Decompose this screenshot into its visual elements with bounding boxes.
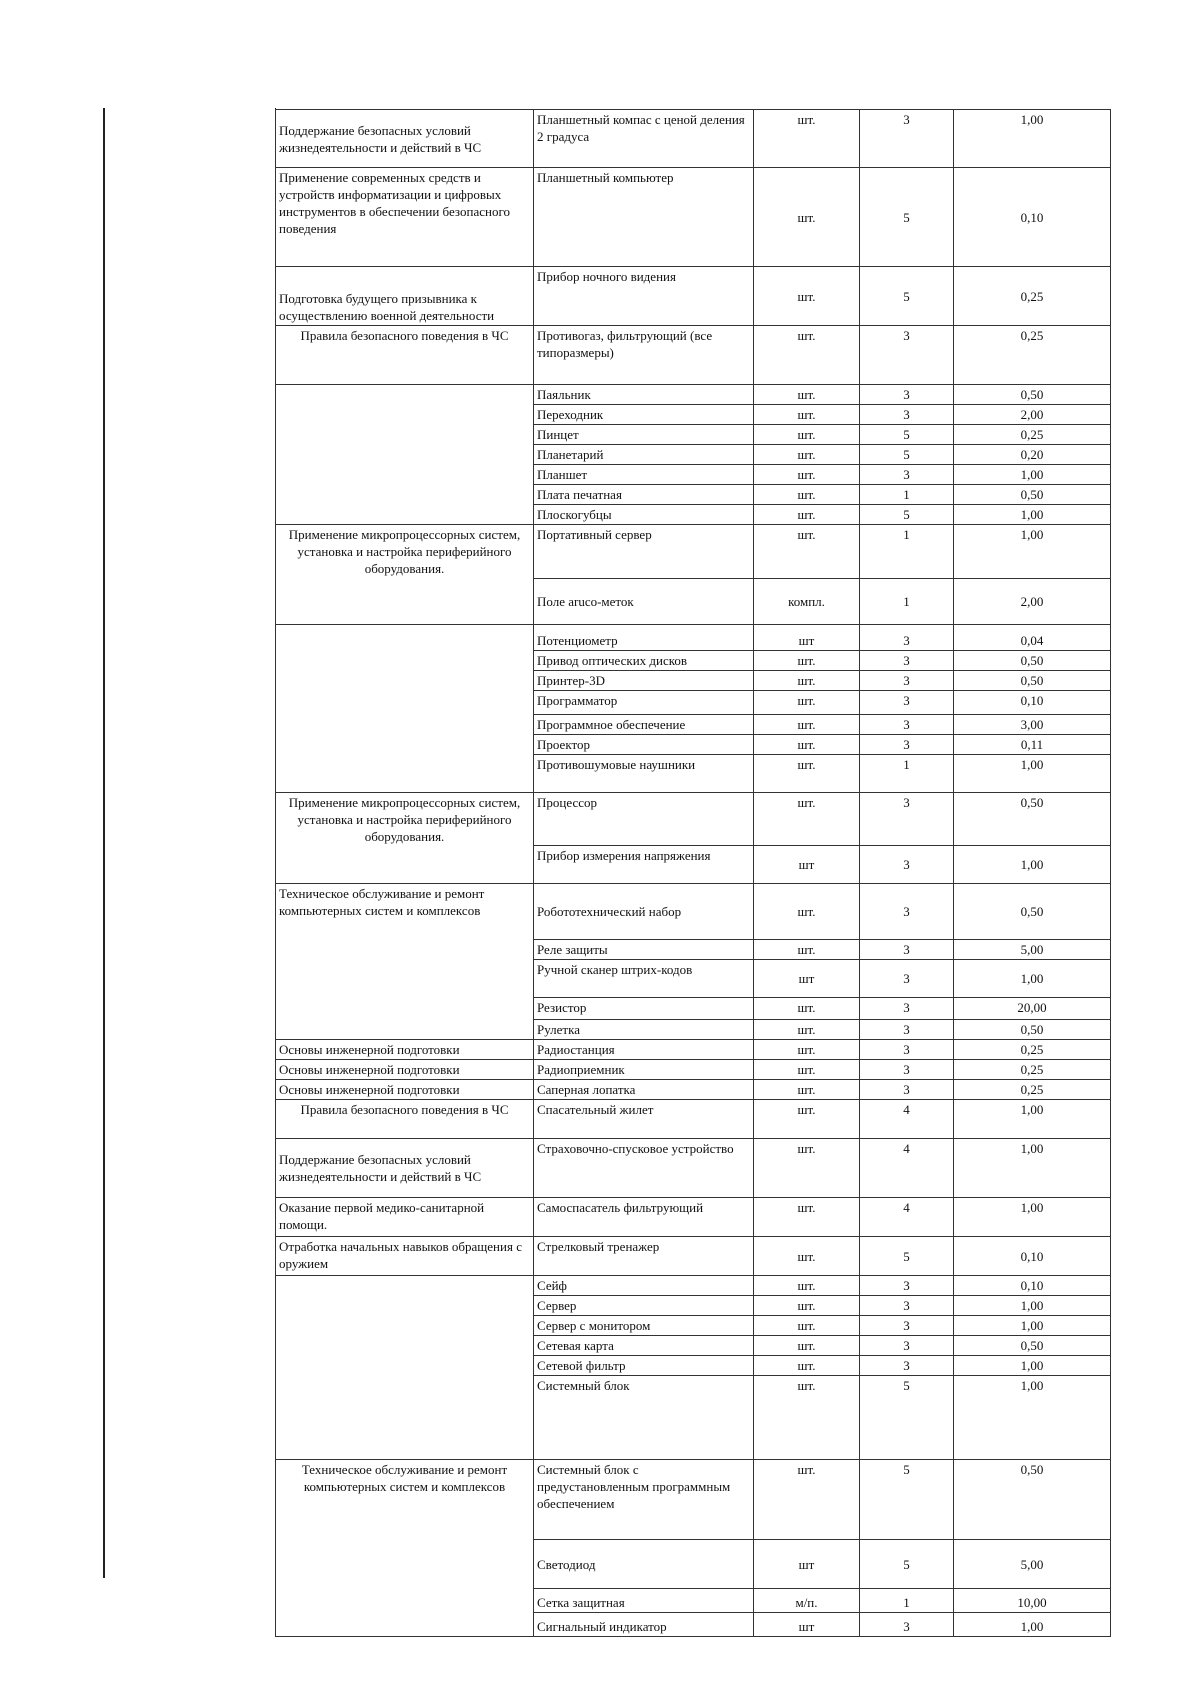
quantity-cell: 3: [860, 385, 954, 405]
table-row: [276, 525, 1111, 579]
topic-cell: [276, 465, 534, 485]
item-name-cell: Привод оптических дисков: [534, 650, 754, 670]
coefficient-cell: 0,25: [954, 1060, 1111, 1080]
coefficient-cell: 0,50: [954, 884, 1111, 940]
item-name-cell: Пинцет: [534, 425, 754, 445]
table-row: [276, 1100, 1111, 1139]
unit-cell: шт.: [754, 445, 860, 465]
topic-cell: [276, 734, 534, 754]
unit-cell: шт: [754, 1540, 860, 1589]
table-row: [276, 168, 1111, 267]
quantity-cell: 5: [860, 1376, 954, 1460]
unit-cell: шт.: [754, 267, 860, 326]
unit-cell: шт.: [754, 690, 860, 714]
unit-cell: шт.: [754, 385, 860, 405]
unit-cell: м/п.: [754, 1589, 860, 1613]
unit-cell: шт.: [754, 1139, 860, 1198]
quantity-cell: 3: [860, 1080, 954, 1100]
table-row: [276, 1080, 1111, 1100]
coefficient-cell: 0,10: [954, 1276, 1111, 1296]
topic-cell: Поддержание безопасных условий жизнедеятельности и действий в ЧС: [276, 1139, 534, 1198]
item-name-cell: Робототехнический набор: [534, 884, 754, 940]
topic-cell: [276, 690, 534, 714]
table-row: [276, 1276, 1111, 1296]
unit-cell: шт: [754, 846, 860, 884]
item-name-cell: Программатор: [534, 690, 754, 714]
coefficient-cell: 1,00: [954, 1316, 1111, 1336]
left-margin-rule: [103, 108, 105, 1578]
item-name-cell: Сигнальный индикатор: [534, 1613, 754, 1637]
topic-cell: [276, 714, 534, 734]
table-row: [276, 1460, 1111, 1540]
item-name-cell: Сетка защитная: [534, 1589, 754, 1613]
topic-cell: Применение микропроцессорных систем, установка и настройка периферийного оборудования.: [276, 792, 534, 846]
unit-cell: шт.: [754, 792, 860, 846]
table-row: [276, 1296, 1111, 1316]
topic-cell: [276, 1613, 534, 1637]
item-name-cell: Портативный сервер: [534, 525, 754, 579]
table-row: [276, 1336, 1111, 1356]
quantity-cell: 3: [860, 1356, 954, 1376]
table-row: [276, 405, 1111, 425]
topic-cell: Техническое обслуживание и ремонт компьютерных систем и комплексов: [276, 884, 534, 940]
topic-cell: [276, 1356, 534, 1376]
topic-cell: Основы инженерной подготовки: [276, 1040, 534, 1060]
item-name-cell: Проектор: [534, 734, 754, 754]
coefficient-cell: 0,50: [954, 485, 1111, 505]
table-row: [276, 505, 1111, 525]
quantity-cell: 3: [860, 884, 954, 940]
topic-cell: [276, 1376, 534, 1460]
topic-cell: Основы инженерной подготовки: [276, 1080, 534, 1100]
coefficient-cell: 1,00: [954, 1100, 1111, 1139]
unit-cell: шт.: [754, 1336, 860, 1356]
quantity-cell: 3: [860, 1020, 954, 1040]
quantity-cell: 3: [860, 1060, 954, 1080]
topic-cell: [276, 670, 534, 690]
unit-cell: шт.: [754, 650, 860, 670]
quantity-cell: 3: [860, 1296, 954, 1316]
coefficient-cell: 0,50: [954, 1336, 1111, 1356]
quantity-cell: 3: [860, 690, 954, 714]
table-row: [276, 998, 1111, 1020]
item-name-cell: Резистор: [534, 998, 754, 1020]
coefficient-cell: 0,10: [954, 1237, 1111, 1276]
coefficient-cell: 1,00: [954, 1356, 1111, 1376]
topic-cell: [276, 1589, 534, 1613]
quantity-cell: 1: [860, 754, 954, 792]
topic-cell: [276, 405, 534, 425]
topic-cell: [276, 754, 534, 792]
topic-cell: [276, 485, 534, 505]
topic-cell: [276, 940, 534, 960]
quantity-cell: 5: [860, 445, 954, 465]
unit-cell: шт.: [754, 734, 860, 754]
topic-cell: [276, 960, 534, 998]
table-row: [276, 425, 1111, 445]
unit-cell: шт.: [754, 1460, 860, 1540]
item-name-cell: Страховочно-спусковое устройство: [534, 1139, 754, 1198]
table-row: [276, 690, 1111, 714]
item-name-cell: Сетевой фильтр: [534, 1356, 754, 1376]
coefficient-cell: 0,50: [954, 670, 1111, 690]
quantity-cell: 3: [860, 714, 954, 734]
quantity-cell: 3: [860, 110, 954, 168]
unit-cell: шт.: [754, 425, 860, 445]
unit-cell: шт.: [754, 1316, 860, 1336]
coefficient-cell: 0,50: [954, 1020, 1111, 1040]
table-row: [276, 110, 1111, 168]
table-row: [276, 940, 1111, 960]
topic-cell: [276, 1316, 534, 1336]
quantity-cell: 3: [860, 792, 954, 846]
item-name-cell: Сервер: [534, 1296, 754, 1316]
coefficient-cell: 5,00: [954, 940, 1111, 960]
table-row: [276, 1198, 1111, 1237]
topic-cell: Применение современных средств и устройств информатизации и цифровых инструментов в обеспечении безопасного поведения: [276, 168, 534, 267]
coefficient-cell: 2,00: [954, 405, 1111, 425]
topic-cell: Поддержание безопасных условий жизнедеятельности и действий в ЧС: [276, 110, 534, 168]
coefficient-cell: 1,00: [954, 465, 1111, 485]
quantity-cell: 5: [860, 505, 954, 525]
topic-cell: [276, 998, 534, 1020]
unit-cell: шт.: [754, 405, 860, 425]
table-row: [276, 714, 1111, 734]
unit-cell: шт.: [754, 326, 860, 385]
table-row: [276, 754, 1111, 792]
item-name-cell: Потенциометр: [534, 624, 754, 650]
topic-cell: [276, 624, 534, 650]
coefficient-cell: 10,00: [954, 1589, 1111, 1613]
item-name-cell: Рулетка: [534, 1020, 754, 1040]
item-name-cell: Переходник: [534, 405, 754, 425]
quantity-cell: 3: [860, 1040, 954, 1060]
coefficient-cell: 1,00: [954, 110, 1111, 168]
quantity-cell: 4: [860, 1139, 954, 1198]
unit-cell: шт.: [754, 1296, 860, 1316]
table-row: [276, 1040, 1111, 1060]
item-name-cell: Ручной сканер штрих-кодов: [534, 960, 754, 998]
coefficient-cell: 1,00: [954, 1376, 1111, 1460]
item-name-cell: Планшет: [534, 465, 754, 485]
item-name-cell: Саперная лопатка: [534, 1080, 754, 1100]
item-name-cell: Планшетный компас с ценой деления 2 градуса: [534, 110, 754, 168]
unit-cell: шт.: [754, 1100, 860, 1139]
unit-cell: шт.: [754, 1060, 860, 1080]
coefficient-cell: 2,00: [954, 578, 1111, 624]
item-name-cell: Самоспасатель фильтрующий: [534, 1198, 754, 1237]
coefficient-cell: 0,10: [954, 690, 1111, 714]
coefficient-cell: 20,00: [954, 998, 1111, 1020]
quantity-cell: 4: [860, 1100, 954, 1139]
coefficient-cell: 1,00: [954, 1613, 1111, 1637]
coefficient-cell: 0,25: [954, 425, 1111, 445]
unit-cell: шт.: [754, 1356, 860, 1376]
quantity-cell: 3: [860, 465, 954, 485]
coefficient-cell: 0,20: [954, 445, 1111, 465]
coefficient-cell: 1,00: [954, 960, 1111, 998]
quantity-cell: 4: [860, 1198, 954, 1237]
equipment-table: [275, 109, 1111, 1637]
topic-cell: Правила безопасного поведения в ЧС: [276, 326, 534, 385]
coefficient-cell: 0,10: [954, 168, 1111, 267]
unit-cell: шт.: [754, 1020, 860, 1040]
unit-cell: шт.: [754, 1376, 860, 1460]
coefficient-cell: 3,00: [954, 714, 1111, 734]
table-row: [276, 385, 1111, 405]
quantity-cell: 3: [860, 326, 954, 385]
table-row: [276, 734, 1111, 754]
item-name-cell: Реле защиты: [534, 940, 754, 960]
table-row: [276, 267, 1111, 326]
item-name-cell: Прибор ночного видения: [534, 267, 754, 326]
quantity-cell: 5: [860, 168, 954, 267]
quantity-cell: 5: [860, 1460, 954, 1540]
unit-cell: шт.: [754, 505, 860, 525]
quantity-cell: 3: [860, 734, 954, 754]
quantity-cell: 3: [860, 1316, 954, 1336]
topic-cell: [276, 385, 534, 405]
table-row: [276, 1139, 1111, 1198]
item-name-cell: Поле aruco-меток: [534, 578, 754, 624]
coefficient-cell: 0,04: [954, 624, 1111, 650]
coefficient-cell: 1,00: [954, 505, 1111, 525]
unit-cell: шт.: [754, 714, 860, 734]
quantity-cell: 3: [860, 405, 954, 425]
item-name-cell: Светодиод: [534, 1540, 754, 1589]
quantity-cell: 3: [860, 998, 954, 1020]
unit-cell: шт.: [754, 670, 860, 690]
table-row: [276, 1316, 1111, 1336]
table-row: [276, 1060, 1111, 1080]
topic-cell: [276, 1276, 534, 1296]
table-row: [276, 960, 1111, 998]
topic-cell: Оказание первой медико-санитарной помощи.: [276, 1198, 534, 1237]
item-name-cell: Сейф: [534, 1276, 754, 1296]
unit-cell: шт: [754, 624, 860, 650]
unit-cell: шт.: [754, 465, 860, 485]
topic-cell: [276, 650, 534, 670]
coefficient-cell: 0,50: [954, 1460, 1111, 1540]
unit-cell: шт.: [754, 940, 860, 960]
quantity-cell: 3: [860, 1613, 954, 1637]
topic-cell: [276, 1020, 534, 1040]
equipment-table-body: [276, 110, 1111, 1637]
topic-cell: [276, 578, 534, 624]
topic-cell: [276, 445, 534, 465]
unit-cell: шт.: [754, 1276, 860, 1296]
item-name-cell: Плата печатная: [534, 485, 754, 505]
topic-cell: Подготовка будущего призывника к осуществлению военной деятельности: [276, 267, 534, 326]
table-row: [276, 578, 1111, 624]
topic-cell: Применение микропроцессорных систем, установка и настройка периферийного оборудования.: [276, 525, 534, 579]
unit-cell: шт.: [754, 168, 860, 267]
item-name-cell: Радиостанция: [534, 1040, 754, 1060]
quantity-cell: 5: [860, 1540, 954, 1589]
coefficient-cell: 1,00: [954, 846, 1111, 884]
unit-cell: компл.: [754, 578, 860, 624]
quantity-cell: 3: [860, 940, 954, 960]
unit-cell: шт.: [754, 1198, 860, 1237]
unit-cell: шт.: [754, 1237, 860, 1276]
unit-cell: шт.: [754, 1040, 860, 1060]
coefficient-cell: 1,00: [954, 754, 1111, 792]
table-row: [276, 624, 1111, 650]
coefficient-cell: 0,25: [954, 326, 1111, 385]
item-name-cell: Радиоприемник: [534, 1060, 754, 1080]
coefficient-cell: 0,11: [954, 734, 1111, 754]
topic-cell: [276, 1296, 534, 1316]
table-row: [276, 650, 1111, 670]
coefficient-cell: 1,00: [954, 1139, 1111, 1198]
coefficient-cell: 0,25: [954, 1080, 1111, 1100]
quantity-cell: 5: [860, 425, 954, 445]
item-name-cell: Противогаз, фильтрующий (все типоразмеры): [534, 326, 754, 385]
topic-cell: Техническое обслуживание и ремонт компьютерных систем и комплексов: [276, 1460, 534, 1540]
coefficient-cell: 1,00: [954, 1198, 1111, 1237]
table-row: [276, 445, 1111, 465]
coefficient-cell: 0,50: [954, 792, 1111, 846]
item-name-cell: Планетарий: [534, 445, 754, 465]
table-row: [276, 485, 1111, 505]
quantity-cell: 3: [860, 846, 954, 884]
quantity-cell: 5: [860, 267, 954, 326]
quantity-cell: 3: [860, 650, 954, 670]
coefficient-cell: 0,50: [954, 385, 1111, 405]
unit-cell: шт.: [754, 525, 860, 579]
unit-cell: шт: [754, 960, 860, 998]
coefficient-cell: 1,00: [954, 525, 1111, 579]
item-name-cell: Системный блок: [534, 1376, 754, 1460]
quantity-cell: 1: [860, 1589, 954, 1613]
unit-cell: шт.: [754, 998, 860, 1020]
quantity-cell: 1: [860, 525, 954, 579]
item-name-cell: Планшетный компьютер: [534, 168, 754, 267]
unit-cell: шт.: [754, 110, 860, 168]
topic-cell: [276, 846, 534, 884]
table-row: [276, 884, 1111, 940]
table-row: [276, 1589, 1111, 1613]
unit-cell: шт.: [754, 1080, 860, 1100]
item-name-cell: Прибор измерения напряжения: [534, 846, 754, 884]
table-row: [276, 846, 1111, 884]
quantity-cell: 3: [860, 1336, 954, 1356]
quantity-cell: 1: [860, 485, 954, 505]
coefficient-cell: 0,25: [954, 267, 1111, 326]
table-row: [276, 1376, 1111, 1460]
item-name-cell: Спасательный жилет: [534, 1100, 754, 1139]
unit-cell: шт.: [754, 485, 860, 505]
table-row: [276, 465, 1111, 485]
table-row: [276, 1540, 1111, 1589]
coefficient-cell: 0,50: [954, 650, 1111, 670]
topic-cell: Отработка начальных навыков обращения с оружием: [276, 1237, 534, 1276]
unit-cell: шт.: [754, 754, 860, 792]
item-name-cell: Стрелковый тренажер: [534, 1237, 754, 1276]
table-row: [276, 1356, 1111, 1376]
quantity-cell: 3: [860, 1276, 954, 1296]
topic-cell: [276, 425, 534, 445]
unit-cell: шт.: [754, 884, 860, 940]
coefficient-cell: 1,00: [954, 1296, 1111, 1316]
coefficient-cell: 5,00: [954, 1540, 1111, 1589]
topic-cell: [276, 1540, 534, 1589]
coefficient-cell: 0,25: [954, 1040, 1111, 1060]
item-name-cell: Паяльник: [534, 385, 754, 405]
table-row: [276, 326, 1111, 385]
topic-cell: Основы инженерной подготовки: [276, 1060, 534, 1080]
quantity-cell: 1: [860, 578, 954, 624]
item-name-cell: Плоскогубцы: [534, 505, 754, 525]
item-name-cell: Программное обеспечение: [534, 714, 754, 734]
table-row: [276, 792, 1111, 846]
table-row: [276, 1020, 1111, 1040]
unit-cell: шт: [754, 1613, 860, 1637]
quantity-cell: 5: [860, 1237, 954, 1276]
quantity-cell: 3: [860, 960, 954, 998]
item-name-cell: Противошумовые наушники: [534, 754, 754, 792]
item-name-cell: Системный блок с предустановленным программным обеспечением: [534, 1460, 754, 1540]
topic-cell: Правила безопасного поведения в ЧС: [276, 1100, 534, 1139]
item-name-cell: Принтер-3D: [534, 670, 754, 690]
topic-cell: [276, 505, 534, 525]
item-name-cell: Процессор: [534, 792, 754, 846]
quantity-cell: 3: [860, 670, 954, 690]
table-row: [276, 670, 1111, 690]
quantity-cell: 3: [860, 624, 954, 650]
topic-cell: [276, 1336, 534, 1356]
item-name-cell: Сервер с монитором: [534, 1316, 754, 1336]
table-row: [276, 1237, 1111, 1276]
item-name-cell: Сетевая карта: [534, 1336, 754, 1356]
table-row: [276, 1613, 1111, 1637]
